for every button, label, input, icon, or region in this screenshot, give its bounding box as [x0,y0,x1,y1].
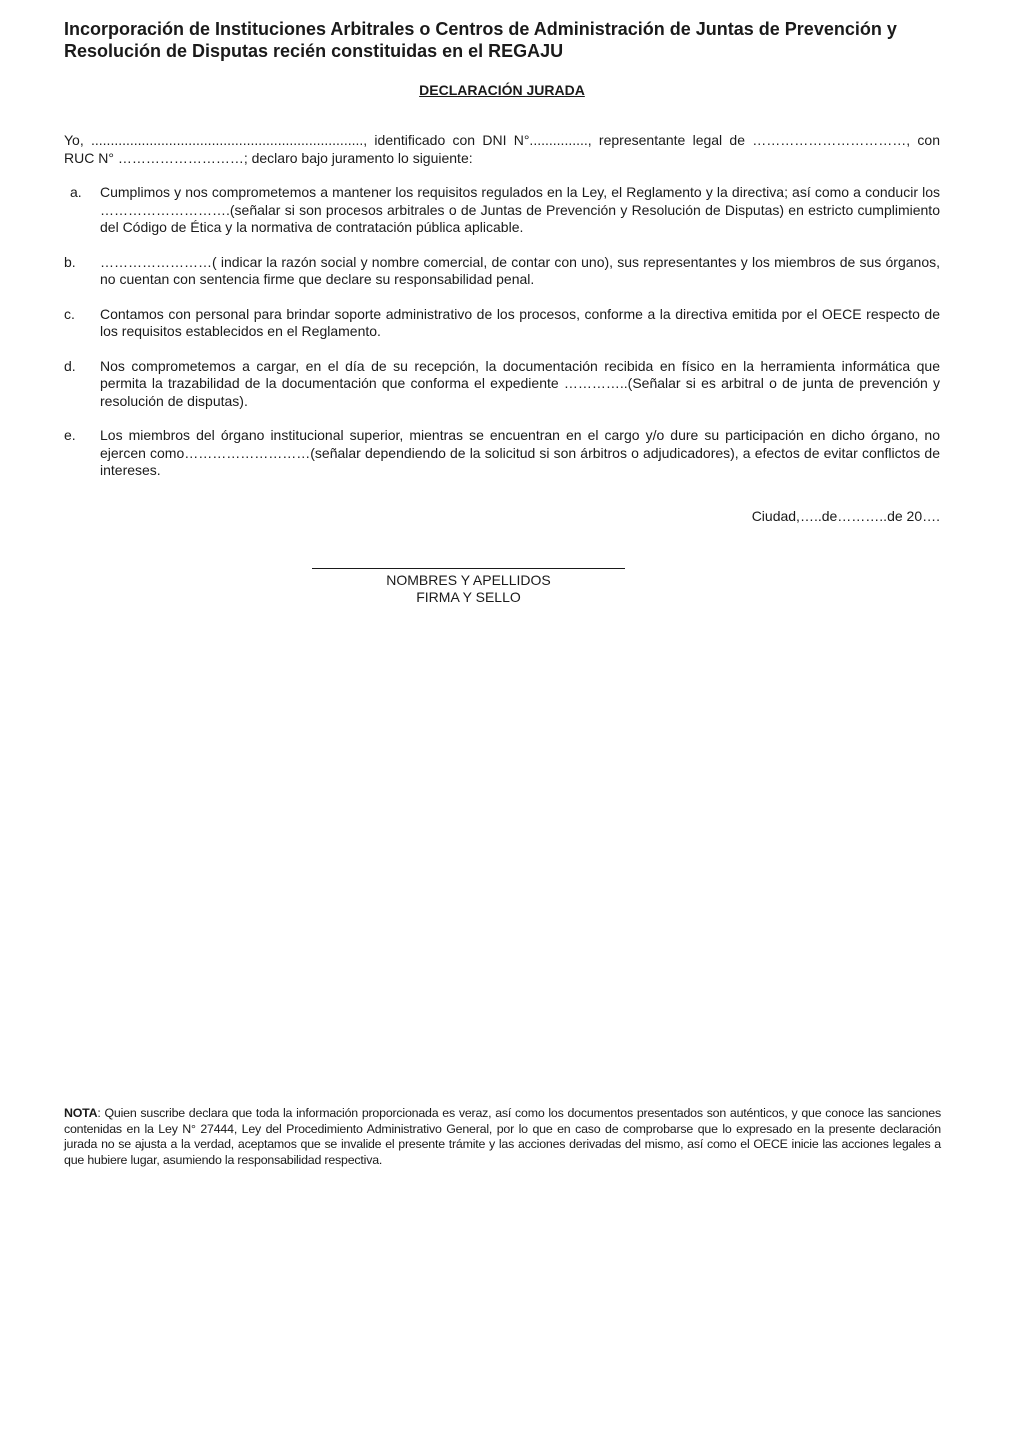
item-text: Contamos con personal para brindar soporte administrativo de los procesos, conforme a la directiva emitida por el OECE respecto de los requisitos establecidos en el Reglamento. [100,305,940,339]
item-text: Nos comprometemos a cargar, en el día de su recepción, la documentación recibida en físico en la herramienta informática que permita la trazabilidad de la documentación que conforma el expediente …………..(Señalar si es arbitral o de junta de prevención y resolución de disputas). [100,357,940,409]
item-letter: c. [64,305,75,322]
item-text: Los miembros del órgano institucional superior, mientras se encuentran en el cargo y/o dure su participación en dicho órgano, no ejercen como………………………(señalar dependiendo de la solicitud si son árbitros o adjudicadores), a efectos de evitar conflictos de intereses. [100,427,940,478]
declaration-item-c [64,306,940,341]
declaration-item-b [64,254,940,289]
legal-note [64,1106,941,1168]
item-letter: a. [70,184,82,200]
declaration-item-e [64,427,940,480]
signature-sign-label: FIRMA Y SELLO [416,589,521,605]
document-subtitle: DECLARACIÓN JURADA [419,82,585,98]
declaration-item-a [64,184,940,237]
declaration-intro: Yo, ......................................................................, identificado con DNI N°..............., representante legal de ……………………………, con RUC N° ………………………; declaro bajo juramento lo siguiente: [64,132,940,166]
document-title: Incorporación de Instituciones Arbitrales o Centros de Administración de Juntas de Prevención y Resolución de Disputas recién constituidas en el REGAJU [64,19,897,61]
signature-line [312,556,625,569]
signature-name-label: NOMBRES Y APELLIDOS [386,572,551,588]
declaration-item-d [64,358,940,411]
item-letter: e. [64,427,76,443]
document-page [64,18,940,525]
item-letter: b. [64,253,76,270]
item-letter: d. [64,357,76,374]
date-line: Ciudad,…..de………..de 20…. [751,507,940,524]
signature-block [312,556,625,606]
note-label: NOTA [64,1106,98,1120]
declaration-items [64,184,940,480]
item-text: ……………………( indicar la razón social y nombre comercial, de contar con uno), sus representantes y los miembros de sus órganos, no cuentan con sentencia firme que declare su responsabilidad penal. [100,253,940,287]
note-text: : Quien suscribe declara que toda la información proporcionada es veraz, así como los documentos presentados son auténticos, y que conoce las sanciones contenidas en la Ley N° 27444, Ley del Procedimiento Administrativo General, por lo que en caso de comprobarse que lo expresado en la presente declaración jurada no se ajusta a la verdad, aceptamos que se invalide el presente trámite y las acciones derivadas del mismo, así como el OECE inicie las acciones legales a que hubiere lugar, asumiendo la responsabilidad respectiva. [64,1106,941,1167]
item-text: Cumplimos y nos comprometemos a mantener los requisitos regulados en la Ley, el Reglamento y la directiva; así como a conducir los ……………………….(señalar si son procesos arbitrales o de Juntas de Prevención y Resolución de Disputas) en estricto cumplimiento del Código de Ética y la normativa de contratación pública aplicable. [100,184,940,235]
